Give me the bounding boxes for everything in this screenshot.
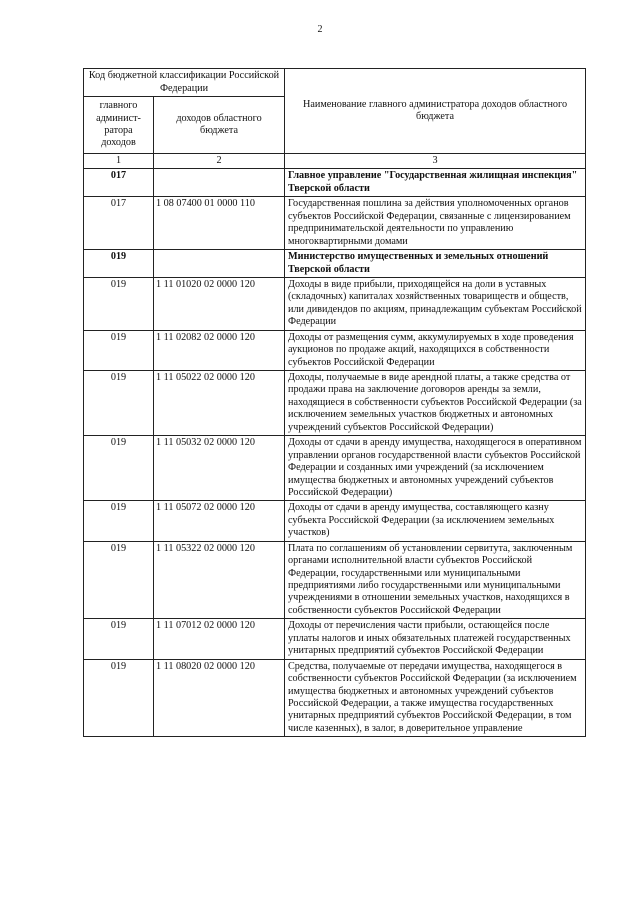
column-number-1: 1	[84, 154, 154, 169]
column-number-3: 3	[285, 154, 586, 169]
income-name-cell: Плата по соглашениям об установлении сервитута, заключенным органами исполнительной власти субъектов Российской Федерации, государственными или муниципальными предприятиями либо государственными или муниципальными учреждениями в отношении земельных участков, находящихся в собственности субъектов Российской Федерации	[285, 541, 586, 619]
income-code-cell	[154, 169, 285, 197]
table-row	[84, 501, 586, 541]
income-code-cell: 1 11 05322 02 0000 120	[154, 541, 285, 619]
income-code-cell: 1 11 02082 02 0000 120	[154, 330, 285, 370]
income-code-cell: 1 11 05032 02 0000 120	[154, 436, 285, 501]
income-code-cell	[154, 250, 285, 278]
income-name-cell: Доходы от размещения сумм, аккумулируемых в ходе проведения аукционов по продаже акций, находящихся в собственности субъектов Российской Федерации	[285, 330, 586, 370]
admin-code-cell: 017	[84, 169, 154, 197]
admin-code-cell: 019	[84, 541, 154, 619]
admin-code-cell: 019	[84, 277, 154, 330]
table-row	[84, 169, 586, 197]
name-column-header: Наименование главного администратора доходов областного бюджета	[285, 69, 586, 154]
income-name-cell: Государственная пошлина за действия уполномоченных органов субъектов Российской Федерации, связанные с лицензированием предпринимательской деятельности по управлению многоквартирными домами	[285, 197, 586, 250]
admin-code-cell: 019	[84, 371, 154, 436]
income-code-cell: 1 11 05022 02 0000 120	[154, 371, 285, 436]
income-name-cell: Доходы от сдачи в аренду имущества, находящегося в оперативном управлении органов государственной власти субъектов Российской Федерации и созданных ими учреждений (за исключением имущества бюджетных и автономных учреждений субъектов Российской Федерации)	[285, 436, 586, 501]
budget-classification-table	[83, 68, 586, 737]
admin-code-cell: 019	[84, 501, 154, 541]
header-row-top	[84, 69, 586, 97]
table-row	[84, 436, 586, 501]
table-row	[84, 541, 586, 619]
income-name-cell: Доходы в виде прибыли, приходящейся на доли в уставных (складочных) капиталах хозяйственных товариществ и обществ, или дивидендов по акциям, принадлежащим субъектам Российской Федерации	[285, 277, 586, 330]
admin-column-header: главного админист-ратора доходов	[84, 97, 154, 154]
income-code-cell: 1 11 08020 02 0000 120	[154, 659, 285, 737]
income-code-cell: 1 11 01020 02 0000 120	[154, 277, 285, 330]
table-row	[84, 659, 586, 737]
income-code-cell: 1 11 05072 02 0000 120	[154, 501, 285, 541]
income-code-cell: 1 11 07012 02 0000 120	[154, 619, 285, 659]
income-name-cell: Главное управление "Государственная жилищная инспекция" Тверской области	[285, 169, 586, 197]
code-group-header: Код бюджетной классификации Российской Федерации	[84, 69, 285, 97]
admin-code-cell: 019	[84, 330, 154, 370]
income-name-cell: Средства, получаемые от передачи имущества, находящегося в собственности субъектов Российской Федерации (за исключением имущества бюджетных и автономных учреждений субъектов Российской Федерации, а также имущества государственных унитарных предприятий субъектов Российской Федерации, в том числе казенных), в залог, в доверительное управление	[285, 659, 586, 737]
table-row	[84, 371, 586, 436]
income-column-header: доходов областного бюджета	[154, 97, 285, 154]
table-row	[84, 197, 586, 250]
income-name-cell: Доходы от сдачи в аренду имущества, составляющего казну субъекта Российской Федерации (за исключением земельных участков)	[285, 501, 586, 541]
column-number-2: 2	[154, 154, 285, 169]
admin-code-cell: 019	[84, 250, 154, 278]
admin-code-cell: 019	[84, 659, 154, 737]
income-name-cell: Доходы от перечисления части прибыли, остающейся после уплаты налогов и иных обязательных платежей государственных унитарных предприятий субъектов Российской Федерации	[285, 619, 586, 659]
income-name-cell: Доходы, получаемые в виде арендной платы, а также средства от продажи права на заключение договоров аренды за земли, находящиеся в собственности субъектов Российской Федерации (за исключением земельных участков бюджетных и автономных учреждений субъектов Российской Федерации)	[285, 371, 586, 436]
column-number-row	[84, 154, 586, 169]
income-code-cell: 1 08 07400 01 0000 110	[154, 197, 285, 250]
page-number: 2	[317, 24, 323, 35]
admin-code-cell: 019	[84, 619, 154, 659]
table-row	[84, 277, 586, 330]
income-name-cell: Министерство имущественных и земельных отношений Тверской области	[285, 250, 586, 278]
admin-code-cell: 019	[84, 436, 154, 501]
admin-code-cell: 017	[84, 197, 154, 250]
table-row	[84, 250, 586, 278]
table-row	[84, 330, 586, 370]
table-row	[84, 619, 586, 659]
